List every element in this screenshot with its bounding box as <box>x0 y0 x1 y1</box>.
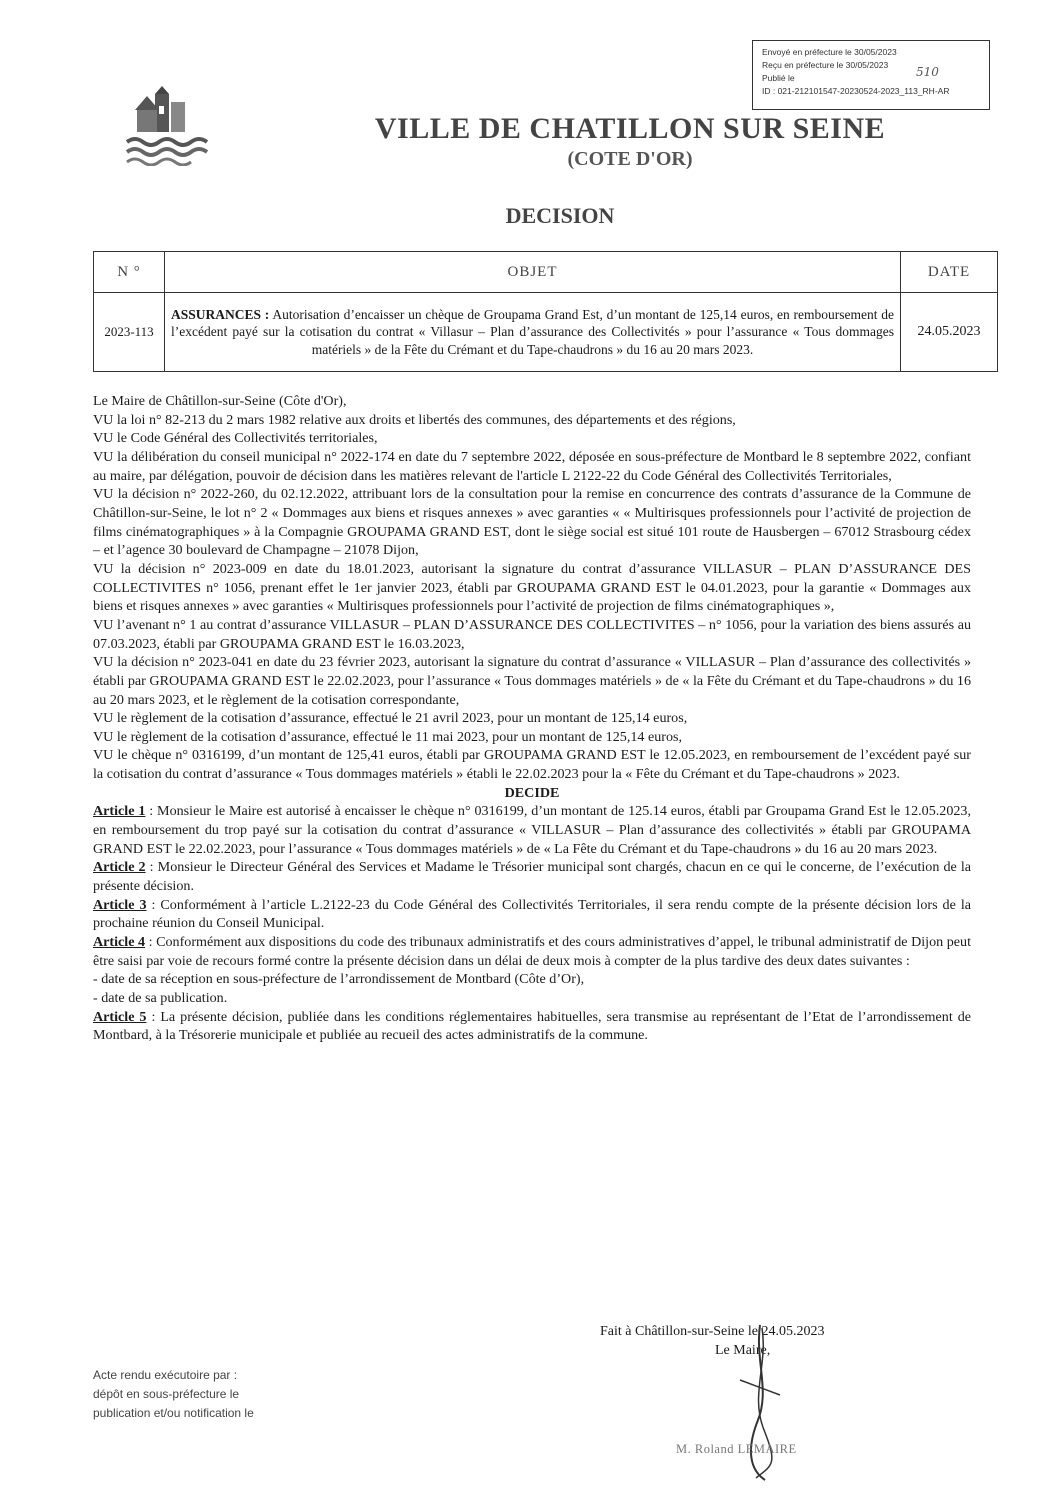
stamp-id-line: ID : 021-212101547-20230524-2023_113_RH-AR <box>762 86 950 96</box>
vu-item: VU la délibération du conseil municipal n° 2022-174 en date du 7 septembre 2022, déposée en sous-préfecture de Montbard le 8 septembre 2022, confiant au maire, par délégation, pouvoir de décision dans les matières relevant de l'article L 2122-22 du Code Général des Collectivités Territoriales, <box>93 448 971 484</box>
stamp-sent-line: Envoyé en préfecture le 30/05/2023 <box>762 47 897 57</box>
article-4: Article 4 : Conformément aux dispositions du code des tribunaux administratifs et des cours administratives d’appel, le tribunal administratif de Dijon peut être saisi par voie de recours formé contre la présente décision dans un délai de deux mois à compter de la plus tardive des deux dates suivantes : <box>93 934 971 969</box>
prefecture-stamp <box>752 40 990 110</box>
signoff-place-date: Fait à Châtillon-sur-Seine le 24.05.2023 <box>600 1324 825 1339</box>
article-label: Article 3 <box>93 896 147 913</box>
handwritten-signature-icon <box>720 1320 800 1485</box>
signoff-role: Le Maire, <box>715 1343 771 1358</box>
department-subtitle: (COTE D'OR) <box>567 148 693 170</box>
article-text: Monsieur le Maire est autorisé à encaisser le chèque n° 0316199, d’un montant de 125.14 euros, établi par Groupama Grand Est le 12.05.2023, en remboursement du trop payé sur la cotisation du contrat d’assurance « VILLASUR – Plan d’assurance des collectivités » établi par GROUPAMA GRAND EST le 22.02.2023, pour l’assurance « Tous dommages matériels » de « La Fête du Crémant et du Tape-chaudrons » du 16 au 20 mars 2023. <box>93 803 971 857</box>
decision-number: 2023-113 <box>94 293 165 372</box>
object-lead: ASSURANCES : <box>171 306 270 322</box>
decision-table <box>93 251 998 372</box>
vu-item: VU le Code Général des Collectivités territoriales, <box>93 430 378 447</box>
vu-item: VU le chèque n° 0316199, d’un montant de 125,41 euros, établi par GROUPAMA GRAND EST le 12.05.2023, en remboursement de l’excédent payé sur la cotisation du contrat d’assurance « Tous dommages matériels » établi le 22.02.2023 pour la « Fête du Crémant et du Tape-chaudrons » 2023. <box>93 747 971 783</box>
article-4-item: - date de sa réception en sous-préfecture de l’arrondissement de Montbard (Côte d’Or), <box>93 971 585 988</box>
object-text: Autorisation d’encaisser un chèque de Groupama Grand Est, d’un montant de 125,14 euros, en remboursement de l’excédent payé sur la cotisation du contrat « Villasur – Plan d’assurance des Collectivités » pour l’assurance « Tous dommages matériels » de la Fête du Crémant et du Tape-chaudrons » du 16 au 20 mars 2023. <box>171 306 895 357</box>
article-label: Article 4 <box>93 934 146 951</box>
intro-line: Le Maire de Châtillon-sur-Seine (Côte d'Or), <box>93 393 347 409</box>
article-1: Article 1 : Monsieur le Maire est autorisé à encaisser le chèque n° 0316199, d’un montant de 125.14 euros, établi par Groupama Grand Est le 12.05.2023, en remboursement du trop payé sur la cotisation du contrat d’assurance « VILLASUR – Plan d’assurance des collectivités » établi par GROUPAMA GRAND EST le 22.02.2023, pour l’assurance « Tous dommages matériels » de « La Fête du Crémant et du Tape-chaudrons » du 16 au 20 mars 2023. <box>93 803 971 857</box>
article-2: Article 2 : Monsieur le Directeur Général des Services et Madame le Trésorier municipal sont chargés, chacun en ce qui le concerne, de l’exécution de la présente décision. <box>93 859 971 895</box>
decision-body <box>93 392 971 1045</box>
decision-object <box>165 293 901 372</box>
stamp-received-line: Reçu en préfecture le 30/05/2023 <box>762 60 889 70</box>
article-label: Article 1 <box>93 803 146 820</box>
vu-item: VU la décision n° 2023-041 en date du 23 février 2023, autorisant la signature du contrat d’assurance « VILLASUR – Plan d’assurance des collectivités » établi par GROUPAMA GRAND EST le 22.02.2023, pour l’assurance « Tous dommages matériels » de « la Fête du Crémant et du Tape-chaudrons » du 16 au 20 mars 2023, et le règlement de la cotisation correspondante, <box>93 654 971 708</box>
vu-item: VU l’avenant n° 1 au contrat d’assurance VILLASUR – PLAN D’ASSURANCE DES COLLECTIVITES – n° 1056, pour la variation des biens assurés au 07.03.2023, établi par GROUPAMA GRAND EST le 16.03.2023, <box>93 616 971 652</box>
vu-item: VU le règlement de la cotisation d’assurance, effectué le 11 mai 2023, pour un montant de 125,14 euros, <box>93 728 683 745</box>
execution-note <box>93 1366 254 1423</box>
decision-date: 24.05.2023 <box>901 293 998 372</box>
article-3: Article 3 : Conformément à l’article L.2122-23 du Code Général des Collectivités Territoriales, il sera rendu compte de la présente décision lors de la prochaine réunion du Conseil Municipal. <box>93 896 972 932</box>
execution-note-line: Acte rendu exécutoire par : <box>93 1368 238 1382</box>
table-header-row <box>94 252 998 293</box>
execution-note-line: dépôt en sous-préfecture le <box>93 1387 240 1401</box>
article-text: Monsieur le Directeur Général des Services et Madame le Trésorier municipal sont chargés, chacun en ce qui le concerne, de l’exécution de la présente décision. <box>93 859 971 895</box>
vu-item: VU la décision n° 2023-009 en date du 18.01.2023, autorisant la signature du contrat d’assurance VILLASUR – PLAN D’ASSURANCE DES COLLECTIVITES n° 1056, prenant effet le 1er janvier 2023, établi par GROUPAMA GRAND EST le 04.01.2023, pour la garantie « Dommages aux biens et risques annexes » avec garanties « Multirisques professionnels pour l’activité de projection de films cinématographiques », <box>93 560 971 615</box>
document-type-heading: DECISION <box>505 203 615 228</box>
article-label: Article 5 <box>93 1008 147 1025</box>
vu-item: VU la loi n° 82-213 du 2 mars 1982 relative aux droits et libertés des communes, des départements et des régions, <box>93 411 736 428</box>
execution-note-line: publication et/ou notification le <box>93 1406 254 1420</box>
vu-item: VU le règlement de la cotisation d’assurance, effectué le 21 avril 2023, pour un montant de 125,14 euros, <box>93 710 688 727</box>
article-label: Article 2 <box>93 859 146 876</box>
article-text: Conformément aux dispositions du code des tribunaux administratifs et des cours administratives d’appel, le tribunal administratif de Dijon peut être saisi par voie de recours formé contre la présente décision dans un délai de deux mois à compter de la plus tardive des deux dates suivantes : <box>93 934 971 969</box>
article-4-item: - date de sa publication. <box>93 990 228 1006</box>
decide-heading: DECIDE <box>504 784 560 801</box>
signer-name: M. Roland LEMAIRE <box>676 1442 797 1456</box>
column-header-object: OBJET <box>165 252 901 293</box>
column-header-date: DATE <box>901 252 998 293</box>
town-title: VILLE DE CHATILLON SUR SEINE <box>374 112 886 145</box>
town-logo-icon <box>125 86 215 166</box>
article-5: Article 5 : La présente décision, publiée dans les conditions réglementaires habituelles, sera transmise au représentant de l’Etat de l’arrondissement de Montbard, à la Trésorerie municipale et publiée au recueil des actes administratifs de la commune. <box>93 1008 971 1044</box>
vu-item: VU la décision n° 2022-260, du 02.12.2022, attribuant lors de la consultation pour la remise en concurrence des contrats d’assurance de la Commune de Châtillon-sur-Seine, le lot n° 2 « Dommages aux biens et risques annexes » avec garanties « « Multirisques professionnels pour l’activité de projection de films cinématographiques » à la Compagnie GROUPAMA GRAND EST, dont le siège social est situé 101 route de Hausbergen – 67012 Strasbourg cédex – et l’agence 30 boulevard de Champagne – 21078 Dijon, <box>93 486 971 559</box>
article-text: Conformément à l’article L.2122-23 du Code Général des Collectivités Territoriales, il sera rendu compte de la présente décision lors de la prochaine réunion du Conseil Municipal. <box>93 896 972 932</box>
stamp-published-line: Publié le <box>762 73 795 83</box>
stamp-handwritten-number: 510 <box>916 65 939 79</box>
column-header-number: N ° <box>94 252 165 293</box>
article-text: La présente décision, publiée dans les conditions réglementaires habituelles, sera transmise au représentant de l’Etat de l’arrondissement de Montbard, à la Trésorerie municipale et publiée au recueil des actes administratifs de la commune. <box>93 1008 971 1044</box>
table-row <box>94 293 998 372</box>
